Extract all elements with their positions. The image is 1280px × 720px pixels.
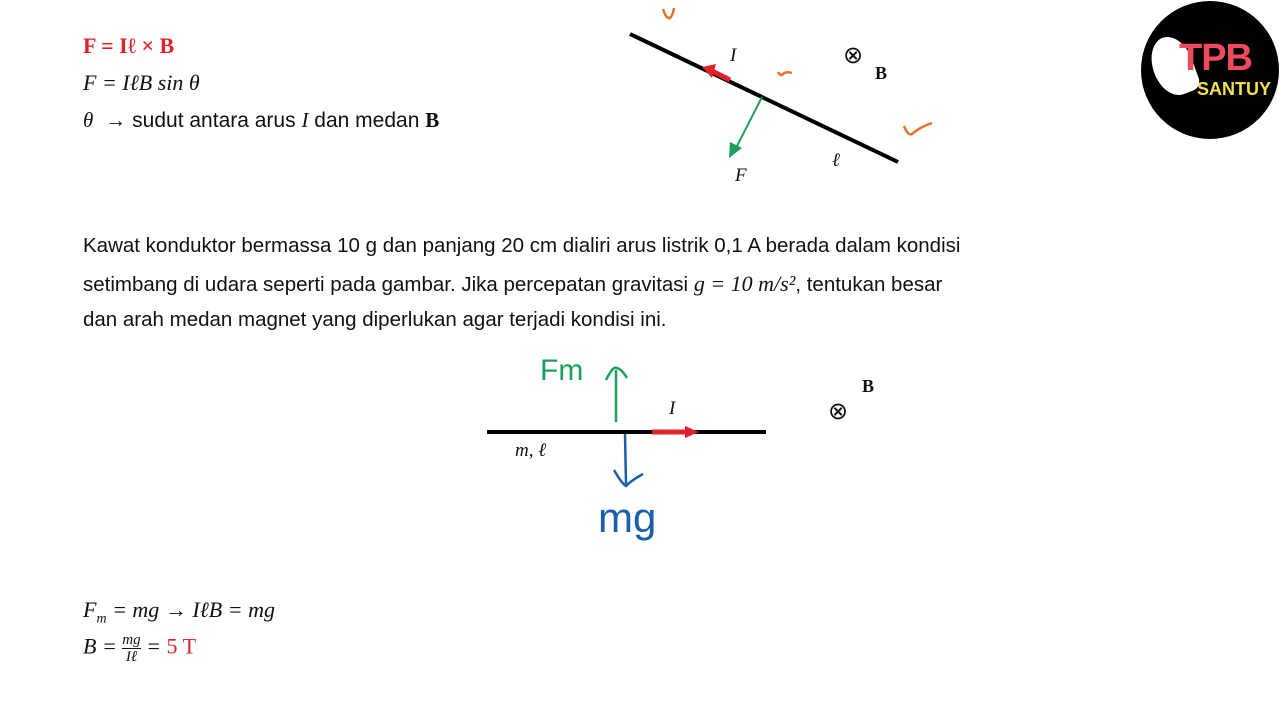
sol-text: B = (83, 633, 123, 659)
theta-text-b: dan medan (308, 109, 426, 132)
sol-text: = (140, 633, 167, 659)
problem-line-2 (83, 271, 942, 297)
problem-text: , tentukan besar (795, 273, 943, 296)
force-up-arrow (606, 368, 627, 422)
numerator: mg (122, 632, 141, 648)
top-force-arrowhead (729, 142, 742, 158)
sol-F: F (83, 597, 97, 622)
top-length-label: ℓ (832, 150, 840, 171)
sol-text: = mg (106, 597, 165, 622)
fraction (122, 632, 140, 665)
top-field-label: B (875, 63, 888, 83)
arrow-icon: → (105, 109, 127, 132)
theta-symbol: θ (83, 108, 94, 132)
check-mark (778, 72, 792, 75)
handwritten-mg: mg (598, 494, 657, 541)
arrow-icon: → (164, 597, 187, 622)
formula-vector-force: F = Iℓ × B (83, 33, 175, 58)
theta-text-a: sudut antara arus (132, 109, 302, 132)
bottom-current-arrowhead (685, 426, 699, 438)
bottom-current-label: I (669, 398, 676, 419)
solution-line-1 (83, 597, 275, 627)
theta-B: B (425, 108, 440, 132)
top-field-into-page-icon: ⊗ (843, 42, 864, 69)
sol-text: IℓB = mg (186, 597, 275, 622)
top-force-label: F (735, 165, 747, 186)
solution-line-2 (83, 632, 196, 665)
answer: 5 T (166, 633, 197, 659)
bottom-field-into-page-icon: ⊗ (828, 398, 849, 425)
check-mark (904, 123, 932, 134)
sol-sub: m (96, 611, 107, 627)
mass-length-label: m, ℓ (515, 440, 547, 461)
problem-line-3: dan arah medan magnet yang diperlukan agar terjadi kondisi ini. (83, 308, 667, 331)
top-force-arrow (736, 97, 762, 148)
theta-I: I (301, 108, 309, 132)
weight-down-arrow (614, 434, 643, 486)
problem-line-1: Kawat konduktor bermassa 10 g dan panjang 20 cm dialiri arus listrik 0,1 A berada dalam kondisi (83, 234, 961, 257)
bottom-field-label: B (862, 376, 875, 396)
formula-force-magnitude: F = IℓB sin θ (83, 70, 200, 95)
handwritten-fm: Fm (540, 354, 584, 387)
top-current-label: I (730, 45, 737, 66)
tpb-santuy-logo: TPB SANTUY (1141, 1, 1279, 139)
problem-text: setimbang di udara seperti pada gambar. Jika percepatan gravitasi (83, 273, 694, 296)
denominator: Iℓ (125, 649, 138, 665)
check-mark (663, 8, 674, 18)
gravity-value: g = 10 m/s² (693, 271, 796, 296)
